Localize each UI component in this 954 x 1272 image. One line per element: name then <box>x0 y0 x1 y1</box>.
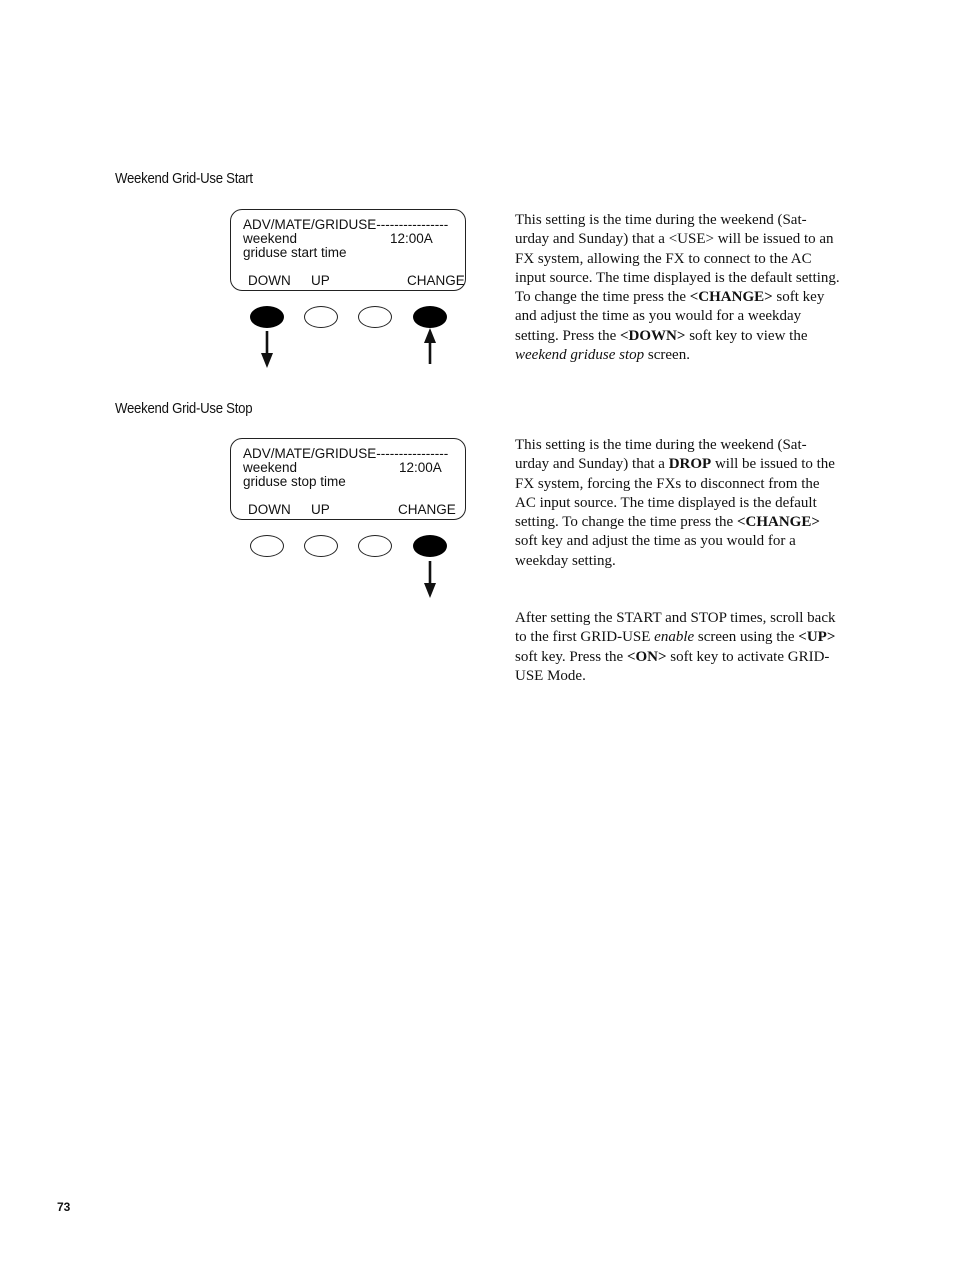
bold-term: <CHANGE> <box>736 514 820 531</box>
lcd-display-start <box>230 209 466 291</box>
lcd-line-weekend: weekend <box>243 231 298 246</box>
section-heading-start: Weekend Grid-Use Start <box>115 170 253 187</box>
soft-key-1[interactable] <box>250 535 284 557</box>
bold-term: DROP <box>668 456 712 473</box>
lcd-line-menu-path: ADV/MATE/GRIDUSE---------------- <box>243 446 449 461</box>
lcd-line-description: griduse start time <box>243 245 347 260</box>
lcd-line-weekend: weekend <box>243 460 298 475</box>
softkey-label-change: CHANGE <box>407 273 465 288</box>
softkey-label-down: DOWN <box>248 502 291 517</box>
description-paragraph-start: This setting is the time during the weekend (Sat-urday and Sunday) that a <USE> will be issued to an FX system, allowing the FX to connect to the AC input source. The time displayed is the default setting. To change the time press the <CHANGE> soft key and adjust the time as you would for a weekday setting. Press the <DOWN> soft key to view the weekend griduse stop screen. <box>515 212 840 364</box>
section-heading-stop: Weekend Grid-Use Stop <box>115 400 253 417</box>
softkey-label-up: UP <box>311 502 330 517</box>
page-number: 73 <box>57 1200 71 1214</box>
soft-key-4[interactable] <box>413 535 447 557</box>
softkey-label-up: UP <box>311 273 330 288</box>
bold-term: <CHANGE> <box>689 289 773 306</box>
description-paragraph-stop: This setting is the time during the weekend (Sat-urday and Sunday) that a DROP will be issued to the FX system, forcing the FXs to disconnect from the AC input source. The time displayed is the default setting. To change the time press the <CHANGE> soft key and adjust the time as you would for a weekday setting. <box>515 437 835 569</box>
soft-key-1[interactable] <box>250 306 284 328</box>
lcd-line-menu-path: ADV/MATE/GRIDUSE---------------- <box>243 217 449 232</box>
softkey-label-change: CHANGE <box>398 502 456 517</box>
arrow-down-icon <box>422 561 438 599</box>
softkey-label-down: DOWN <box>248 273 291 288</box>
soft-key-3[interactable] <box>358 306 392 328</box>
lcd-display-stop <box>230 438 466 520</box>
arrow-down-icon <box>259 331 275 369</box>
bold-term: <ON> <box>626 648 667 665</box>
closing-paragraph: After setting the START and STOP times, scroll back to the first GRID-USE enable screen using the <UP> soft key. Press the <ON> soft key to activate GRID-USE Mode. <box>515 610 836 684</box>
lcd-time-value: 12:00A <box>390 231 433 246</box>
arrow-up-icon <box>422 327 438 365</box>
bold-term: <UP> <box>798 629 836 646</box>
lcd-line-description: griduse stop time <box>243 474 346 489</box>
italic-term: weekend griduse stop <box>515 347 645 364</box>
soft-key-2[interactable] <box>304 535 338 557</box>
soft-key-3[interactable] <box>358 535 392 557</box>
soft-key-2[interactable] <box>304 306 338 328</box>
italic-term: enable <box>654 629 695 646</box>
lcd-time-value: 12:00A <box>399 460 442 475</box>
bold-term: <DOWN> <box>620 327 686 344</box>
soft-key-4[interactable] <box>413 306 447 328</box>
